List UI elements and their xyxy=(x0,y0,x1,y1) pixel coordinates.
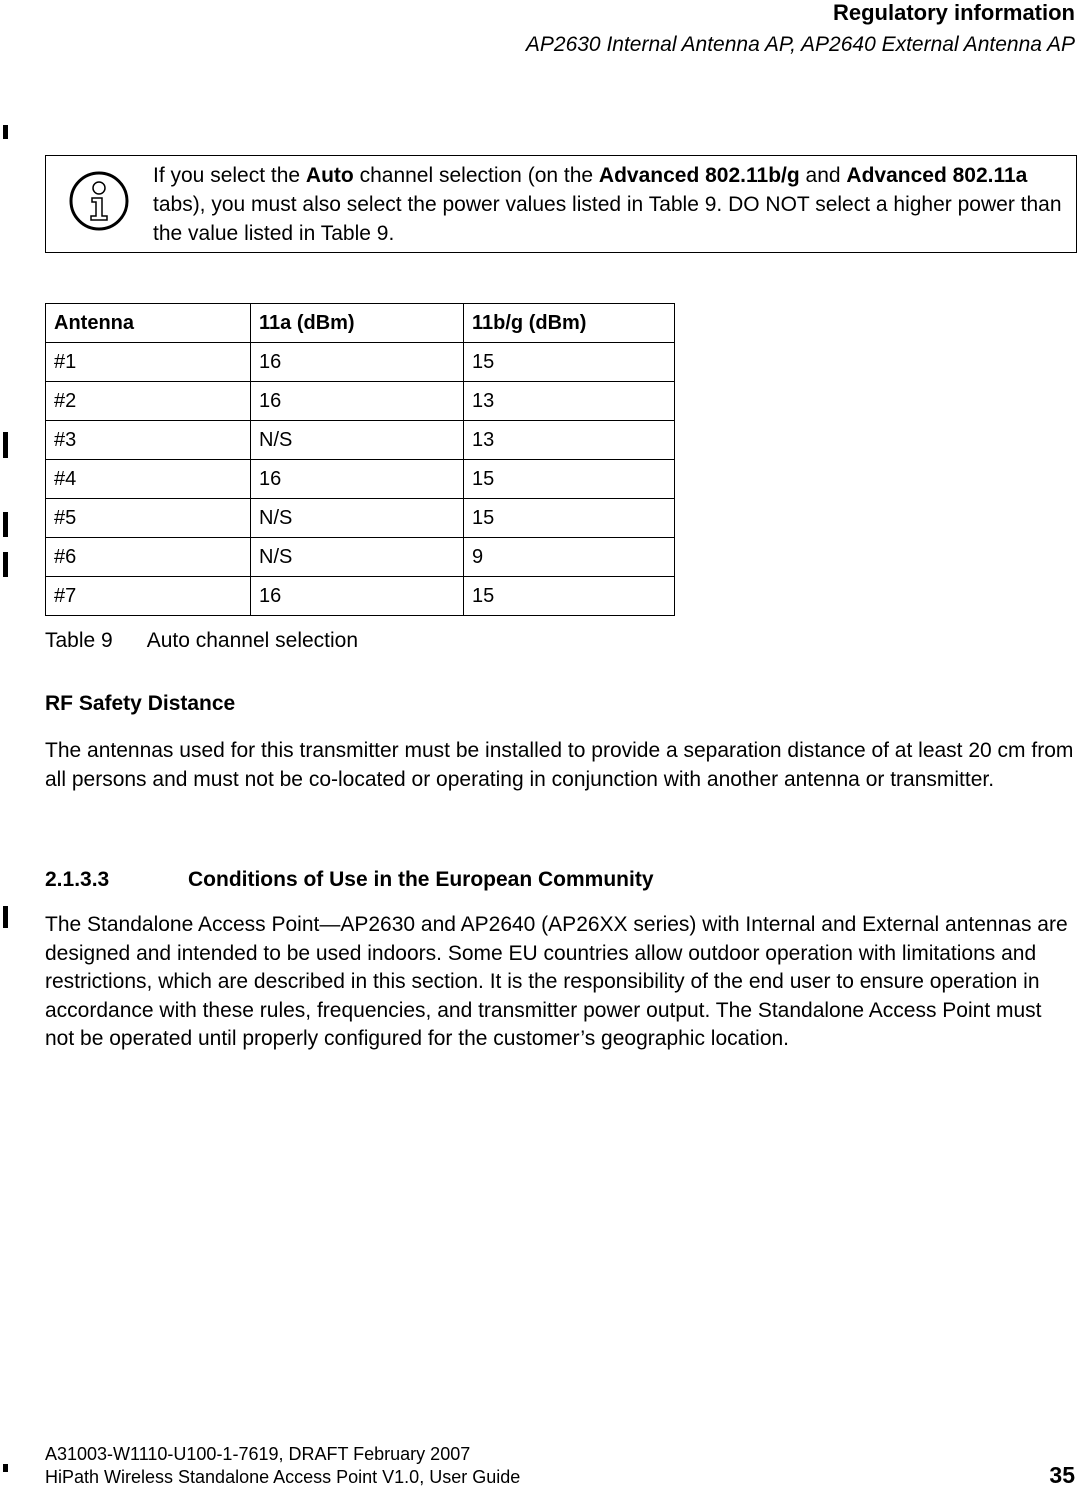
table-cell: 15 xyxy=(464,499,675,538)
table-cell: 16 xyxy=(251,382,464,421)
change-bar xyxy=(3,1464,8,1472)
table-cell: 16 xyxy=(251,460,464,499)
table-cell: N/S xyxy=(251,499,464,538)
footer-guide-title: HiPath Wireless Standalone Access Point V1.0, User Guide xyxy=(45,1467,521,1487)
column-header: 11a (dBm) xyxy=(251,304,464,343)
table-caption: Table 9 Auto channel selection xyxy=(45,629,359,652)
table-cell: 15 xyxy=(464,577,675,616)
table-cell: #1 xyxy=(46,343,251,382)
table-cell: 13 xyxy=(464,382,675,421)
table-row xyxy=(46,343,675,382)
table-row xyxy=(46,499,675,538)
change-bar xyxy=(3,552,8,577)
table-row xyxy=(46,538,675,577)
table-cell: 16 xyxy=(251,577,464,616)
rf-safety-heading: RF Safety Distance xyxy=(45,692,236,715)
table-row xyxy=(46,577,675,616)
section-heading: 2.1.3.3 Conditions of Use in the European Community xyxy=(45,868,654,891)
table-cell: #3 xyxy=(46,421,251,460)
header-subtitle: AP2630 Internal Antenna AP, AP2640 External Antenna AP xyxy=(525,33,1075,56)
table-row xyxy=(46,460,675,499)
column-header: Antenna xyxy=(46,304,251,343)
rf-safety-paragraph: The antennas used for this transmitter must be installed to provide a separation distance of at least 20 cm from all persons and must not be co-located or operating in conjunction with another antenna or transmitter. xyxy=(45,739,1074,791)
table-cell: #6 xyxy=(46,538,251,577)
change-bar xyxy=(3,512,8,537)
table-cell: 15 xyxy=(464,460,675,499)
change-bar xyxy=(3,906,8,928)
table-cell: 15 xyxy=(464,343,675,382)
note-box xyxy=(45,155,1077,253)
table-cell: 9 xyxy=(464,538,675,577)
table-cell: N/S xyxy=(251,421,464,460)
table-cell: #4 xyxy=(46,460,251,499)
note-text: If you select the Auto channel selection (on the Advanced 802.11b/g and Advanced 802.11a tabs), you must also select the power values listed in Table 9. DO NOT select a higher power than the value listed in Table 9. xyxy=(153,164,1062,245)
change-bar xyxy=(3,125,8,139)
table-cell: #5 xyxy=(46,499,251,538)
info-icon xyxy=(68,170,130,232)
table-cell: #7 xyxy=(46,577,251,616)
header-title: Regulatory information xyxy=(832,0,1075,25)
page-number: 35 xyxy=(1049,1462,1075,1488)
table-cell: 16 xyxy=(251,343,464,382)
table-cell: 13 xyxy=(464,421,675,460)
column-header: 11b/g (dBm) xyxy=(464,304,675,343)
change-bar xyxy=(3,432,8,458)
section-paragraph: The Standalone Access Point—AP2630 and AP2640 (AP26XX series) with Internal and External antennas are designed and intended to be used indoors. Some EU countries allow outdoor operation with limitations and restrictions, which are described in this section. It is the responsibility of the end user to ensure operation in accordance with these rules, frequencies, and transmitter power output. The Standalone Access Point must not be operated until properly configured for the customer’s geographic location. xyxy=(45,913,1068,1050)
table-cell: #2 xyxy=(46,382,251,421)
footer-doc-id: A31003-W1110-U100-1-7619, DRAFT February 2007 xyxy=(45,1444,471,1464)
table-cell: N/S xyxy=(251,538,464,577)
auto-channel-table xyxy=(45,303,675,616)
table-row xyxy=(46,421,675,460)
table-row xyxy=(46,382,675,421)
